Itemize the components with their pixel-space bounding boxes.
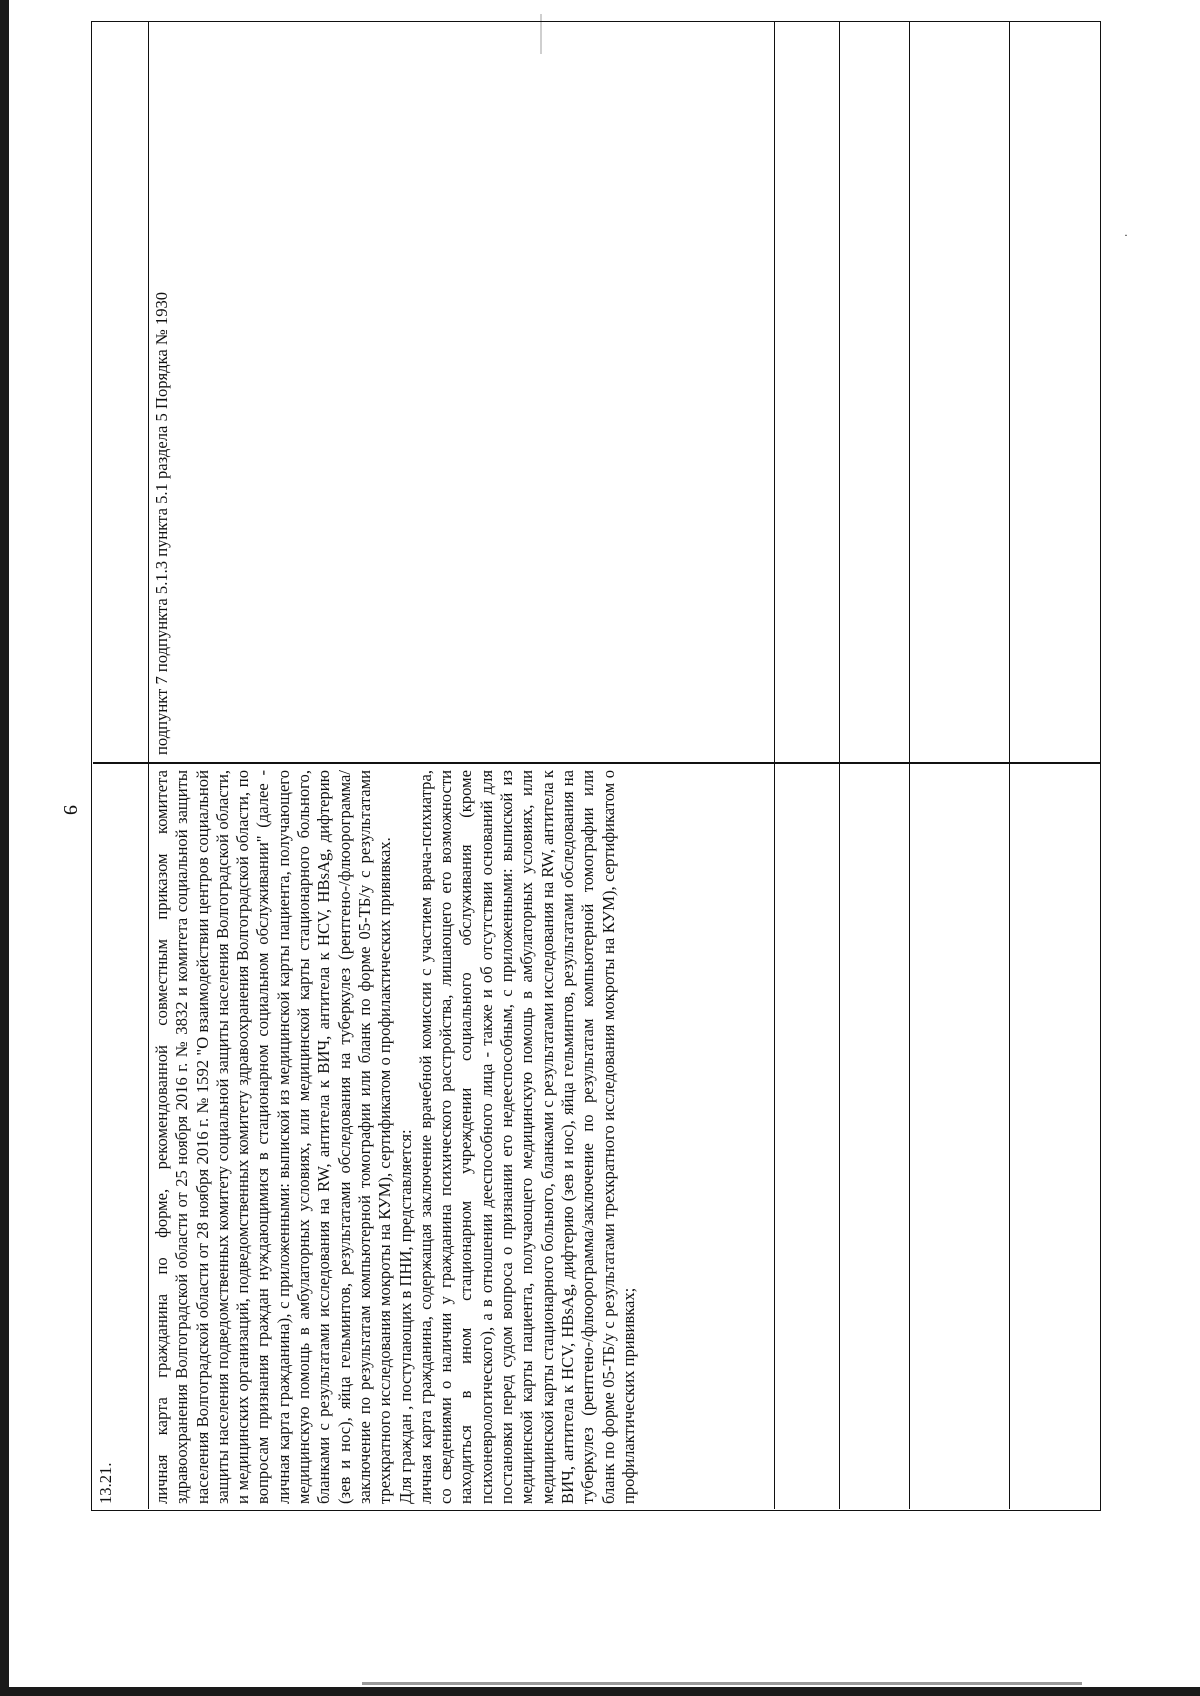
documents-paragraph: личная карта гражданина по форме, рекомендованной совместным приказом комитета здравоохранения Волгоградской области от 25 ноября 2016 г. № 3832 и комитета социальной защиты населения Волгоградской области от 28 ноября 2016 г. № 1592 "О взаимодействии центров социальной защиты населения подведомственных комитету социальной защиты населения Волгоградской области, и медицинских организаций, подведомственных комитету здравоохранения Волгоградской области, по вопросам признания граждан нуждающимися в стационарном социальном обслуживании" (далее - личная карта гражданина), с приложенными: выпиской из медицинской карты пациента, получающего медицинскую помощь в амбулаторных условиях, или медицинской карты стационарного больного, бланками с результатами исследования на RW, антитела к ВИЧ, антитела к HCV, HBsAg, дифтерию (зев и нос), яйца гельминтов, результатами обследования на туберкулез (рентгено-/флюорограмма/заключение по результатам компьютерной томографии или бланк по форме 05-ТБ/у с результатами трехкратного исследования мокроты на КУМ), сертификатом о профилактических прививках. xyxy=(152,770,395,1504)
scan-border-bottom xyxy=(0,1687,1200,1696)
empty-band xyxy=(839,22,909,1509)
scan-border-left xyxy=(0,0,9,1696)
documents-paragraph: Для граждан , поступающих в ПНИ, представляется: xyxy=(395,1129,415,1504)
empty-band xyxy=(909,22,1009,1509)
page-number: 9 xyxy=(59,805,81,815)
scan-artifact xyxy=(362,1682,1082,1685)
legal-basis-cell: подпункт 7 подпункта 5.1.3 пункта 5.1 раздела 5 Порядка № 1930 xyxy=(152,291,171,755)
documents-paragraph: личная карта гражданина, содержащая заключение врачебной комиссии с участием врача-психиатра, со сведениями о наличии у гражданина психического расстройства, лишающего его возможности находиться в ином стационарном учреждении социального обслуживания (кроме психоневрологического), а в отношении дееспособного лица - также и об отсутствии оснований для постановки перед судом вопроса о признании его недееспособным, с приложенными: выпиской из медицинской карты пациента, получающего медицинскую помощь в амбулаторных условиях, или медицинской карты стационарного больного, бланками с результатами исследования на RW, антитела к ВИЧ, антитела к HCV, HBsAg, дифтерию (зев и нос), яйца гельминтов, результатами обследования на туберкулез (рентгено-/флюорограмма/заключение по результатам компьютерной томографии или бланк по форме 05-ТБ/у с результатами трехкратного исследования мокроты на КУМ), сертификатом о профилактических прививках; xyxy=(415,770,638,1504)
empty-band xyxy=(1009,22,1100,1509)
empty-band xyxy=(774,22,839,1509)
row-number-cell: 13.21. xyxy=(96,1462,115,1504)
documents-cell xyxy=(148,764,774,1510)
stray-mark: · xyxy=(1124,228,1128,242)
rotated-table-container xyxy=(91,21,1101,1511)
regulation-table xyxy=(91,21,1101,1511)
